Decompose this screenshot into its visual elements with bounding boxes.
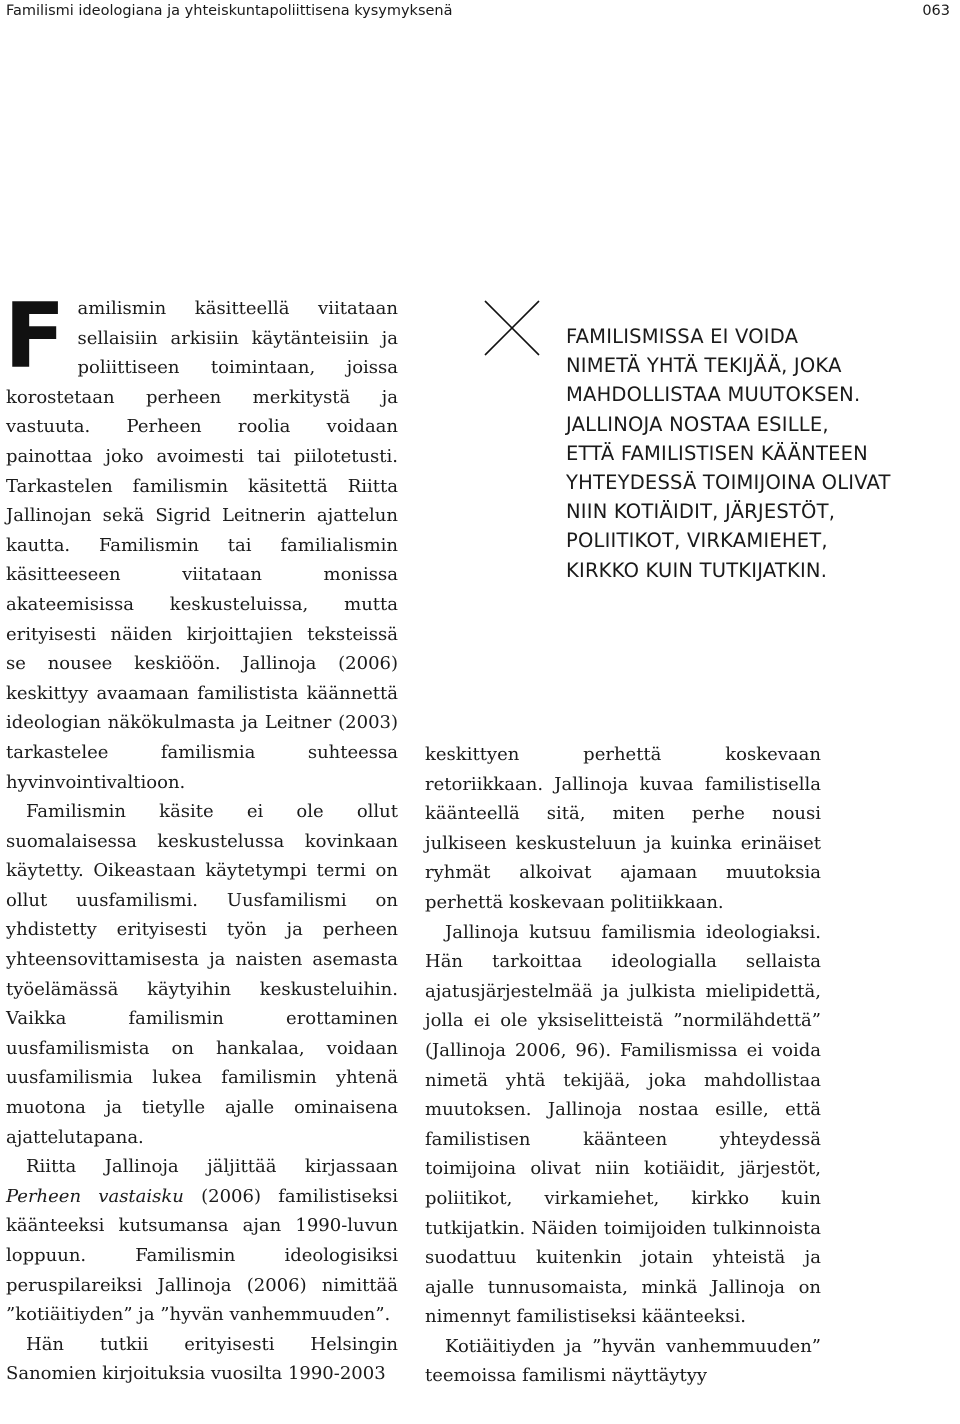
paragraph-3 [6, 1152, 398, 1330]
pull-quote-line: YHTEYDESSÄ TOIMIJOINA OLIVAT [566, 471, 891, 495]
pull-quote-line: FAMILISMISSA EI VOIDA [566, 325, 799, 348]
pull-quote-line: ETTÄ FAMILISTISEN KÄÄNTEEN [566, 441, 868, 465]
left-text-column [4, 284, 398, 1389]
page-number: 063 [922, 3, 950, 19]
paragraph-3-rest: (2006) familistiseksi käänteeksi kutsumansa ajan 1990-luvun loppuun. Familismin ideologisiksi peruspilareiksi Jallinoja (2006) nimittää ”kotiäitiyden” ja ”hyvän vanhemmuuden”. [6, 1185, 398, 1326]
running-head-title: Familismi ideologiana ja yhteiskuntapoliittisena kysymyksenä [6, 3, 453, 19]
paragraph-2: Familismin käsite ei ole ollut suomalaisessa keskustelussa kovinkaan käytetty. Oikeastaan käytetympi termi on ollut uusfamilismi. Uusfamilismi on yhdistetty erityisesti työn ja perheen yhteensovittamisesta ja naisten asemasta työelämässä käytyihin keskusteluihin. Vaikka familismin erottaminen uusfamilismista on hankalaa, voidaan uusfamilismia lukea familismin yhtenä muotona ja tietylle ajalle ominaisena ajattelutapana. [6, 801, 398, 1148]
pull-quote-line: NIMETÄ YHTÄ TEKIJÄÄ, JOKA [566, 354, 842, 378]
pull-quote-line: JALLINOJA NOSTAA ESILLE, [566, 412, 829, 436]
x-mark-icon [484, 300, 540, 356]
book-title: Perheen vastaisku [6, 1185, 184, 1207]
right-text-column [425, 740, 821, 1391]
pull-quote-line: MAHDOLLISTAA MUUTOKSEN. [566, 383, 861, 407]
opening-paragraph [4, 284, 398, 797]
pull-quote-line: KIRKKO KUIN TUTKIJATKIN. [566, 558, 828, 582]
pull-quote-line: POLIITIKOT, VIRKAMIEHET, [566, 529, 828, 553]
paragraph-5: Jallinoja kutsuu familismia ideologiaksi. Hän tarkoittaa ideologialla sellaista ajatusjärjestelmää ja julkista mielipidettä, jolla ei ole yksiselitteistä ”normilähdettä” (Jallinoja 2006, 96). Familismissa ei voida nimetä yhtä tekijää, joka mahdollistaa muutoksen. Jallinoja nostaa esille, että familistisen käänteen yhteydessä toimijoina olivat niin kotiäidit, järjestöt, poliitikot, virkamiehet, kirkko kuin tutkijatkin. Näiden toimijoiden tulkinnoista suodattuu kuitenkin jotain yhteistä ja ajalle tunnusomaista, minkä Jallinoja on nimennyt familistiseksi käänteeksi. [425, 921, 821, 1328]
paragraph-6: Kotiäitiyden ja ”hyvän vanhemmuuden” teemoissa familismi näyttäytyy [425, 1335, 821, 1387]
continued-paragraph: keskittyen perhettä koskevaan retoriikkaan. Jallinoja kuvaa familistisella käänteellä sitä, miten perhe nousi julkiseen keskusteluun ja kuinka erinäiset ryhmät alkoivat ajamaan muutoksia perhettä koskevaan politiikkaan. [425, 744, 821, 913]
paragraph-4: Hän tutkii erityisesti Helsingin Sanomien kirjoituksia vuosilta 1990-2003 [6, 1333, 398, 1385]
paragraph-3-start: Riitta Jallinoja jäljittää kirjassaan [26, 1156, 398, 1178]
opening-paragraph-text: amilismin käsitteellä viitataan sellaisiin arkisiin käytänteisiin ja poliittiseen toimintaan, joissa korostetaan perheen merkitystä ja vastuuta. Perheen roolia voidaan painottaa joko avoimesti tai piilotetusti. Tarkastelen familismin käsitettä Riitta Jallinojan sekä Sigrid Leitnerin ajattelun kautta. Familismin tai familialismin käsitteeseen viitataan monissa akateemisissa keskusteluissa, mutta erityisesti näiden kirjoittajien teksteissä se nousee keskiöön. Jallinoja (2006) keskittyy avaamaan familistista käännettä ideologian näkökulmasta ja Leitner (2003) tarkastelee familismia suhteessa hyvinvointivaltioon. [6, 298, 398, 793]
drop-cap: F [4, 284, 66, 389]
pull-quote-line: NIIN KOTIÄIDIT, JÄRJESTÖT, [566, 500, 836, 524]
pull-quote [566, 322, 954, 585]
